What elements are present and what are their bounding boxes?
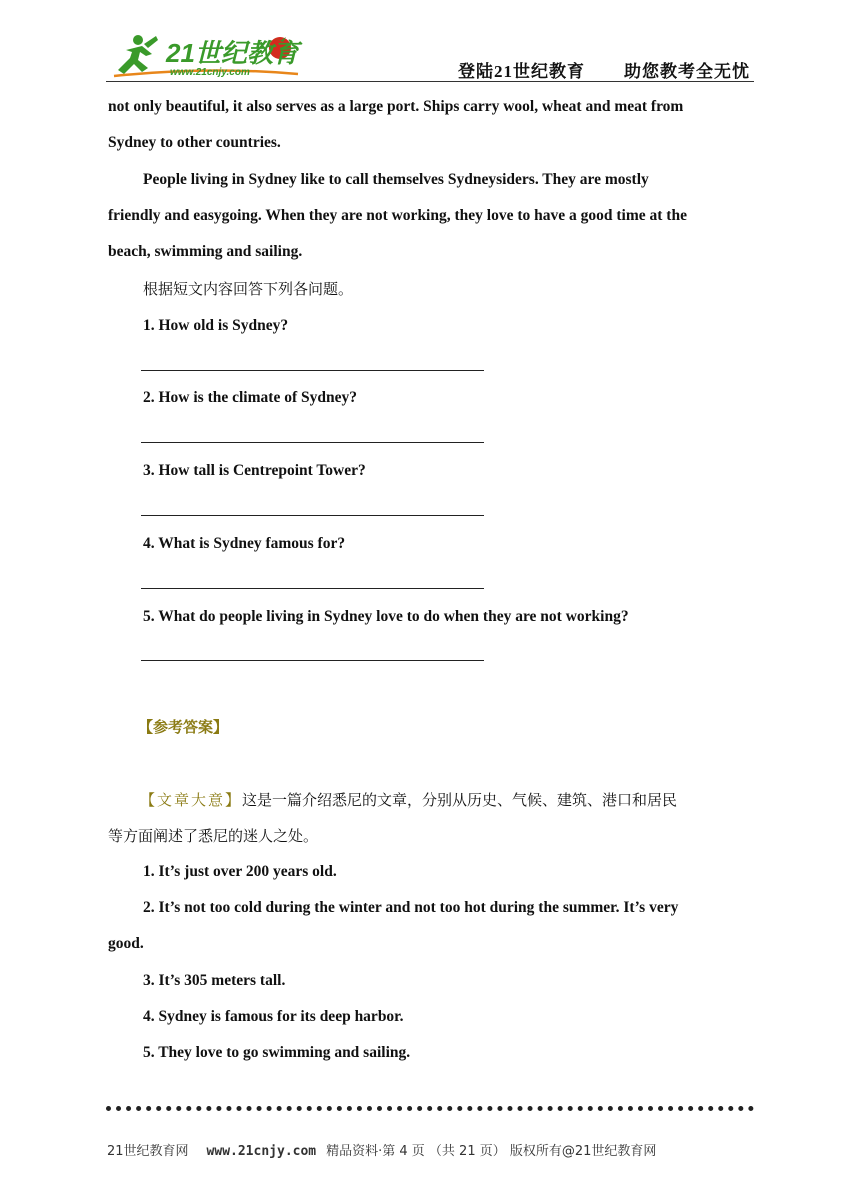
question-item: 3. How tall is Centrepoint Tower? <box>143 462 366 479</box>
question-item: 2. How is the climate of Sydney? <box>143 389 357 406</box>
logo-text: 21世纪教育 <box>166 38 299 68</box>
answer-item: 4. Sydney is famous for its deep harbor. <box>143 1008 404 1025</box>
answer-item: good. <box>108 935 144 952</box>
answer-blank[interactable] <box>141 588 484 589</box>
footer-divider <box>106 1106 754 1111</box>
passage-line: People living in Sydney like to call themselves Sydneysiders. They are mostly <box>143 171 649 188</box>
answer-blank[interactable] <box>141 660 484 661</box>
site-logo <box>108 30 308 82</box>
answer-blank[interactable] <box>141 442 484 443</box>
passage-line: not only beautiful, it also serves as a large port. Ships carry wool, wheat and meat from <box>108 98 684 115</box>
passage-line: friendly and easygoing. When they are not working, they love to have a good time at the <box>108 207 687 224</box>
answer-item: 3. It’s 305 meters tall. <box>143 972 286 989</box>
reference-answer-heading: 【参考答案】 <box>138 718 229 736</box>
logo-graphic <box>108 30 308 82</box>
footer-site-name: 21世纪教育网 <box>107 1144 189 1159</box>
passage-line: beach, swimming and sailing. <box>108 243 303 260</box>
header-slogan-right: 助您教考全无忧 <box>624 62 750 81</box>
answer-item: 5. They love to go swimming and sailing. <box>143 1044 411 1061</box>
header-divider <box>106 81 754 82</box>
summary-line <box>140 790 788 810</box>
question-instruction: 根据短文内容回答下列各问题。 <box>143 280 354 298</box>
footer-url[interactable]: www.21cnjy.com <box>206 1144 317 1159</box>
summary-line: 等方面阐述了悉尼的迷人之处。 <box>108 827 319 845</box>
footer-page-info: 精品资料·第 4 页 （共 21 页） 版权所有@21世纪教育网 <box>326 1144 657 1159</box>
header-slogan-left: 登陆21世纪教育 <box>458 62 585 81</box>
question-item: 4. What is Sydney famous for? <box>143 535 346 552</box>
question-item: 5. What do people living in Sydney love to do when they are not working? <box>143 608 629 625</box>
question-item: 1. How old is Sydney? <box>143 317 289 334</box>
answer-item: 2. It’s not too cold during the winter and not too hot during the summer. It’s very <box>143 899 679 916</box>
summary-text: 这是一篇介绍悉尼的文章，分别从历史、气候、建筑、港口和居民 <box>242 791 678 809</box>
answer-blank[interactable] <box>141 515 484 516</box>
answer-item: 1. It’s just over 200 years old. <box>143 863 337 880</box>
logo-url-text: www.21cnjy.com <box>170 67 250 78</box>
answer-blank[interactable] <box>141 370 484 371</box>
passage-line: Sydney to other countries. <box>108 134 281 151</box>
summary-tag: 【文章大意】 <box>140 791 243 809</box>
page-footer <box>107 1140 767 1159</box>
